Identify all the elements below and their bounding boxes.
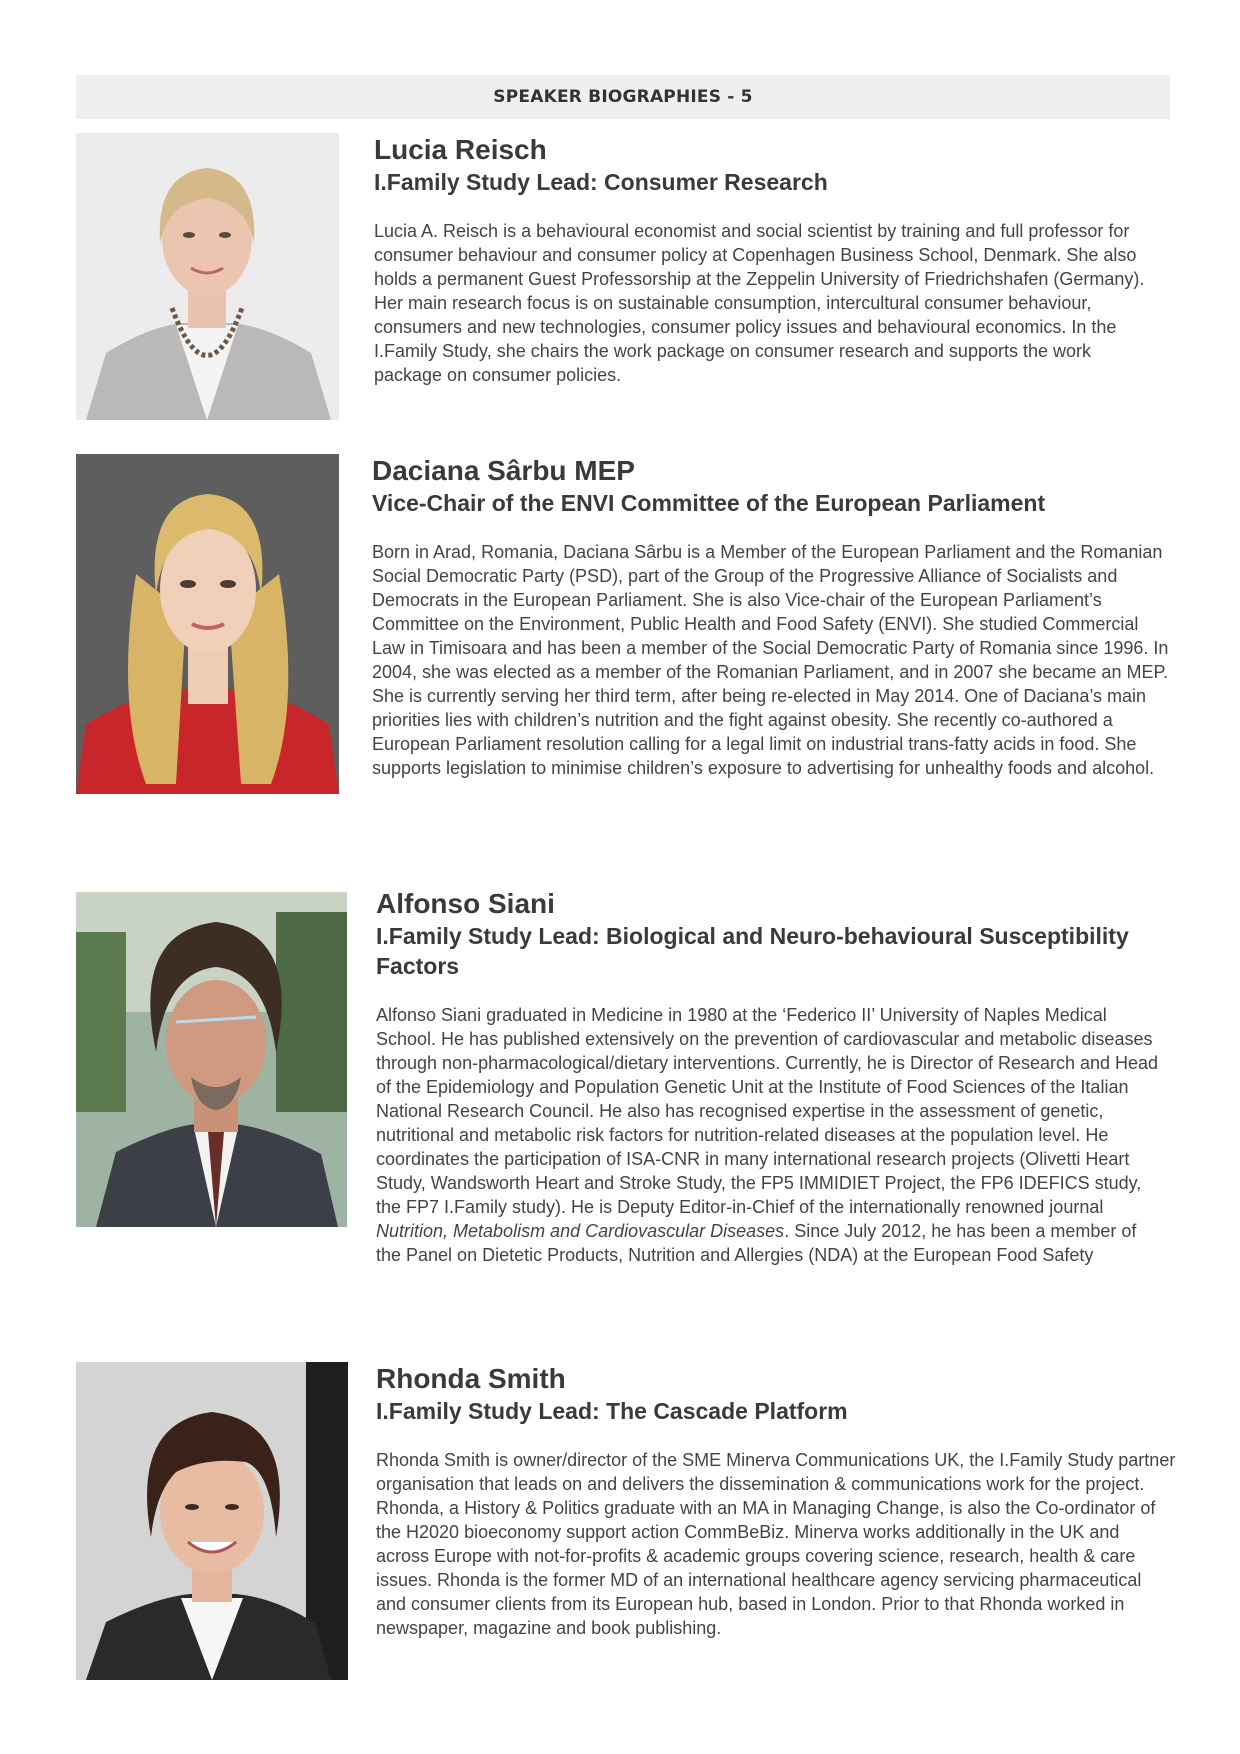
speaker-entry-alfonso-siani: [76, 887, 1170, 1317]
page-header: [76, 75, 1170, 119]
speaker-photo: [76, 454, 339, 794]
speaker-bio: Born in Arad, Romania, Daciana Sârbu is a Member of the European Parliament and the Romanian Social Democratic Party (PSD), part of the Group of the Progressive Alliance of Socialists and Democrats in the European Parliament. She is also Vice-chair of the European Parliament’s Committee on the Environment, Public Health and Food Safety (ENVI). She studied Commercial Law in Timisoara and has been a member of the Social Democratic Party of Romania since 1996. In 2004, she was elected as a member of the Romanian Parliament, and in 2007 she became an MEP. She is currently serving her third term, after being re-elected in May 2014. One of Daciana’s main priorities lies with children’s nutrition and the fight against obesity. She recently co-authored a European Parliament resolution calling for a legal limit on industrial trans-fatty acids in food. She supports legislation to minimise children’s exposure to advertising for unhealthy foods and alcohol.: [372, 542, 1169, 778]
speaker-photo: [76, 133, 339, 420]
speaker-role: Vice-Chair of the ENVI Committee of the European Parliament: [372, 490, 1046, 516]
speaker-text: [376, 887, 1166, 1267]
speaker-text: [372, 454, 1172, 780]
speaker-photo: [76, 892, 347, 1227]
speaker-name: Alfonso Siani: [376, 888, 555, 919]
speaker-role: I.Family Study Lead: The Cascade Platform: [376, 1398, 848, 1424]
speaker-bio-text: . Since July 2012, he has been a member of the Panel on Dietetic Products, Nutrition and Allergies (NDA) at the European Food Safety: [376, 1221, 1137, 1265]
speaker-text: [374, 133, 1164, 387]
speaker-name: Lucia Reisch: [374, 134, 547, 165]
speaker-entry-lucia-reisch: [76, 133, 1170, 423]
speaker-role: I.Family Study Lead: Consumer Research: [374, 169, 828, 195]
speaker-name: Daciana Sârbu MEP: [372, 455, 635, 486]
journal-title: Nutrition, Metabolism and Cardiovascular Diseases: [376, 1221, 785, 1241]
speaker-photo: [76, 1362, 348, 1680]
speaker-bio-text: Alfonso Siani graduated in Medicine in 1980 at the ‘Federico II’ University of Naples Medical School. He has published extensively on the prevention of cardiovascular and metabolic diseases through non-pharmacological/dietary interventions. Currently, he is Director of Research and Head of the Epidemiology and Population Genetic Unit at the Institute of Food Sciences of the Italian National Research Council. He also has recognised expertise in the assessment of genetic, nutritional and metabolic risk factors for nutrition-related diseases at the population level. He coordinates the participation of ISA-CNR in many international research projects (Olivetti Heart Study, Wandsworth Heart and Stroke Study, the FP5 IMMIDIET Project, the FP6 IDEFICS study, the FP7 I.Family study). He is Deputy Editor-in-Chief of the internationally renowned journal: [376, 1005, 1159, 1217]
speaker-bio: Lucia A. Reisch is a behavioural economist and social scientist by training and full professor for consumer behaviour and consumer policy at Copenhagen Business School, Denmark. She also holds a permanent Guest Professorship at the Zeppelin University of Friedrichshafen (Germany). Her main research focus is on sustainable consumption, intercultural consumer behaviour, consumers and new technologies, consumer policy issues and behavioural economics. In the I.Family Study, she chairs the work package on consumer research and supports the work package on consumer policies.: [374, 221, 1145, 385]
speaker-entry-daciana-sarbu: [76, 454, 1170, 844]
speaker-bio: [376, 1003, 1166, 1267]
speaker-entry-rhonda-smith: [76, 1362, 1176, 1682]
speaker-name: Rhonda Smith: [376, 1363, 566, 1394]
speaker-role: I.Family Study Lead: Biological and Neuro-behavioural Susceptibility Factors: [376, 923, 1129, 979]
speaker-bio: Rhonda Smith is owner/director of the SME Minerva Communications UK, the I.Family Study partner organisation that leads on and delivers the dissemination & communications work for the project. Rhonda, a History & Politics graduate with an MA in Managing Change, is also the Co-ordinator of the H2020 bioeconomy support action CommBeBiz. Minerva works additionally in the UK and across Europe with not-for-profits & academic groups covering science, research, health & care issues. Rhonda is the former MD of an international healthcare agency servicing pharmaceutical and consumer clients from its European hub, based in London. Prior to that Rhonda worked in newspaper, magazine and book publishing.: [376, 1450, 1176, 1638]
speaker-text: [376, 1362, 1176, 1640]
page-title: SPEAKER BIOGRAPHIES - 5: [493, 87, 753, 107]
